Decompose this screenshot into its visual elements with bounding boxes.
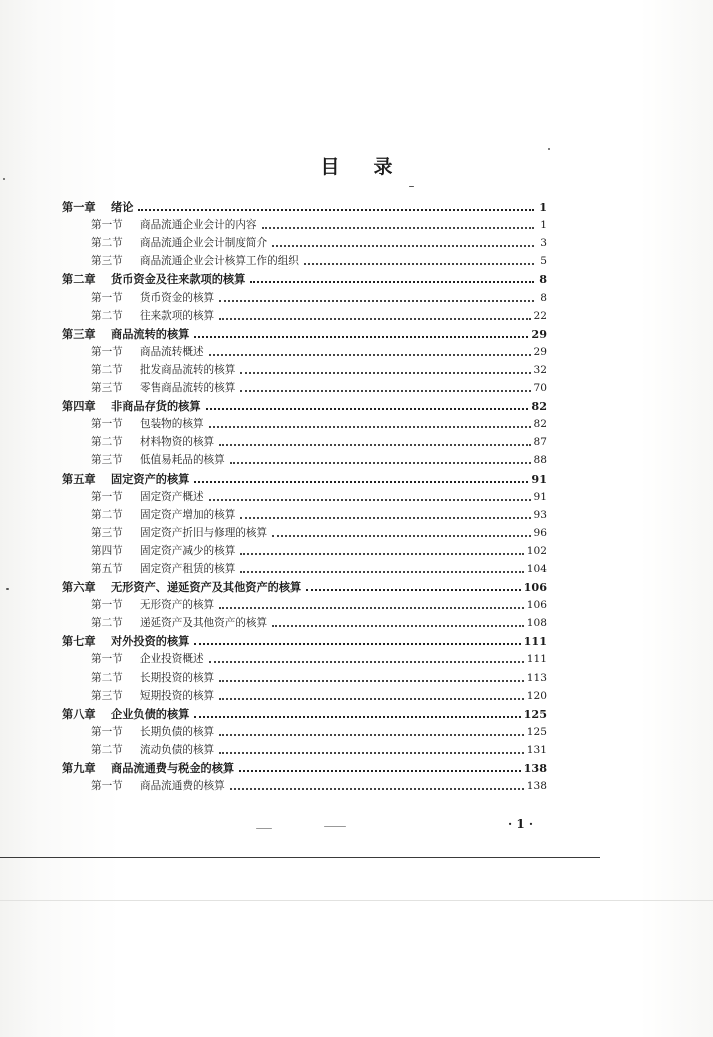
table-of-contents — [62, 196, 547, 793]
dot-leader — [219, 318, 530, 320]
section-title: 无形资产的核算 — [140, 599, 215, 612]
scan-speck — [548, 148, 550, 150]
page-edge-line — [0, 857, 600, 858]
dot-leader — [209, 499, 531, 501]
section-number: 第一节 — [91, 725, 123, 738]
dot-leader — [209, 661, 524, 663]
toc-chapter-row — [62, 467, 547, 485]
page-ref: 1 — [540, 219, 547, 232]
toc-chapter-row — [62, 630, 547, 648]
page-ref: 70 — [533, 382, 547, 395]
toc-section-row — [62, 214, 547, 232]
page-ref: 5 — [540, 255, 547, 268]
chapter-title: 固定资产的核算 — [111, 471, 190, 486]
section-number: 第二节 — [91, 508, 123, 521]
section-title: 包装物的核算 — [140, 418, 204, 431]
dot-leader — [306, 589, 520, 591]
section-number: 第三节 — [91, 689, 123, 702]
chapter-title: 货币资金及往来款项的核算 — [111, 272, 246, 287]
toc-section-row — [62, 504, 547, 522]
toc-chapter-row — [62, 703, 547, 721]
section-title: 固定资产减少的核算 — [140, 544, 236, 557]
dot-leader — [138, 209, 534, 211]
dot-leader — [240, 390, 530, 392]
page-ref: 29 — [531, 326, 547, 341]
dot-leader — [272, 535, 530, 537]
dot-leader — [240, 553, 523, 555]
page-ref: 8 — [540, 291, 547, 304]
section-number: 第二节 — [91, 363, 123, 376]
section-number: 第一节 — [91, 653, 123, 666]
section-title: 商品流通企业会计制度简介 — [140, 237, 268, 250]
toc-chapter-row — [62, 576, 547, 594]
dot-leader — [240, 517, 530, 519]
scan-speck — [409, 186, 414, 187]
section-title: 商品流通企业会计核算工作的组织 — [140, 255, 299, 268]
page-ref: 125 — [526, 725, 547, 738]
page-ref: 108 — [526, 617, 547, 630]
section-number: 第二节 — [91, 617, 123, 630]
toc-section-row — [62, 341, 547, 359]
toc-section-row — [62, 721, 547, 739]
section-title: 长期投资的核算 — [140, 671, 215, 684]
scan-speck — [3, 178, 5, 180]
dot-leader — [194, 336, 528, 338]
section-title: 固定资产概述 — [140, 490, 204, 503]
section-title: 固定资产增加的核算 — [140, 508, 236, 521]
chapter-number: 第七章 — [62, 634, 96, 649]
chapter-title: 绪论 — [111, 200, 134, 215]
dot-leader — [262, 227, 534, 229]
page-ref: 91 — [531, 471, 547, 486]
dot-leader — [209, 354, 531, 356]
toc-chapter-row — [62, 757, 547, 775]
chapter-title: 无形资产、递延资产及其他资产的核算 — [111, 580, 302, 595]
toc-chapter-row — [62, 323, 547, 341]
page-ref: 106 — [523, 580, 547, 595]
page-title — [0, 152, 713, 179]
page-ref: 113 — [526, 671, 547, 684]
page-ref: 111 — [523, 634, 547, 649]
toc-section-row — [62, 286, 547, 304]
toc-chapter-row — [62, 196, 547, 214]
chapter-title: 对外投资的核算 — [111, 634, 190, 649]
chapter-number: 第三章 — [62, 326, 96, 341]
section-title: 固定资产折旧与修理的核算 — [140, 526, 268, 539]
page-ref: 22 — [533, 309, 547, 322]
page-ref: 138 — [526, 780, 547, 793]
toc-section-row — [62, 486, 547, 504]
dot-leader — [209, 426, 531, 428]
scan-speck — [6, 588, 9, 590]
chapter-number: 第四章 — [62, 399, 96, 414]
page-ref: 106 — [526, 599, 547, 612]
section-title: 商品流通费的核算 — [140, 780, 225, 793]
toc-section-row — [62, 540, 547, 558]
section-title: 货币资金的核算 — [140, 291, 215, 304]
toc-section-row — [62, 359, 547, 377]
toc-section-row — [62, 305, 547, 323]
toc-section-row — [62, 594, 547, 612]
page-ref: 32 — [533, 363, 547, 376]
page-ref: 87 — [533, 436, 547, 449]
section-number: 第一节 — [91, 219, 123, 232]
section-title: 商品流通企业会计的内容 — [140, 219, 257, 232]
chapter-number: 第八章 — [62, 706, 96, 721]
page-ref: 93 — [533, 508, 547, 521]
page-ref: 125 — [523, 706, 547, 721]
dot-leader — [304, 263, 534, 265]
chapter-title: 商品流通费与税金的核算 — [111, 761, 235, 775]
section-number: 第四节 — [91, 544, 123, 557]
title-char-2: 录 — [373, 156, 393, 178]
chapter-number: 第一章 — [62, 200, 96, 215]
section-title: 批发商品流转的核算 — [140, 363, 236, 376]
toc-chapter-row — [62, 395, 547, 413]
chapter-title: 非商品存货的核算 — [111, 399, 201, 414]
dot-leader — [239, 770, 521, 772]
section-number: 第五节 — [91, 562, 123, 575]
toc-section-row — [62, 612, 547, 630]
dot-leader — [219, 734, 524, 736]
toc-section-row — [62, 739, 547, 757]
section-number: 第一节 — [91, 345, 123, 358]
page-ref: 82 — [533, 418, 547, 431]
toc-section-row — [62, 666, 547, 684]
section-number: 第二节 — [91, 436, 123, 449]
page-ref: 8 — [539, 272, 547, 287]
dot-leader — [272, 625, 524, 627]
page-ref: 96 — [533, 526, 547, 539]
section-title: 低值易耗品的核算 — [140, 454, 225, 467]
section-title: 零售商品流转的核算 — [140, 382, 236, 395]
dot-leader — [219, 300, 534, 302]
page-ref: 91 — [533, 490, 547, 503]
page-ref: 111 — [526, 653, 547, 666]
dot-leader — [230, 788, 524, 790]
scan-speck — [324, 826, 346, 827]
section-number: 第一节 — [91, 599, 123, 612]
dot-leader — [230, 462, 531, 464]
dot-leader — [240, 571, 523, 573]
page-number: · 1 · — [508, 817, 534, 831]
chapter-title: 商品流转的核算 — [111, 326, 190, 341]
dot-leader — [206, 408, 529, 410]
chapter-number: 第五章 — [62, 471, 96, 486]
chapter-title: 企业负债的核算 — [111, 706, 190, 721]
chapter-number: 第二章 — [62, 272, 96, 287]
section-number: 第二节 — [91, 309, 123, 322]
page-ref: 104 — [526, 562, 547, 575]
section-number: 第三节 — [91, 382, 123, 395]
section-number: 第一节 — [91, 291, 123, 304]
dot-leader — [250, 281, 534, 283]
section-number: 第二节 — [91, 743, 123, 756]
dot-leader — [272, 245, 534, 247]
page-ref: 131 — [526, 743, 547, 756]
dot-leader — [194, 716, 520, 718]
toc-section-row — [62, 685, 547, 703]
chapter-number: 第九章 — [62, 761, 96, 775]
dot-leader — [219, 444, 530, 446]
page-ref: 120 — [526, 689, 547, 702]
page-ref: 3 — [540, 237, 547, 250]
toc-section-row — [62, 377, 547, 395]
toc-section-row — [62, 431, 547, 449]
section-number: 第三节 — [91, 454, 123, 467]
toc-section-row — [62, 648, 547, 666]
section-title: 往来款项的核算 — [140, 309, 215, 322]
section-title: 长期负债的核算 — [140, 725, 215, 738]
section-title: 递延资产及其他资产的核算 — [140, 617, 268, 630]
page-ref: 102 — [526, 544, 547, 557]
toc-section-row — [62, 775, 547, 793]
section-title: 短期投资的核算 — [140, 689, 215, 702]
page-ref: 29 — [533, 345, 547, 358]
toc-chapter-row — [62, 268, 547, 286]
section-title: 固定资产租赁的核算 — [140, 562, 236, 575]
page-ref: 138 — [523, 761, 547, 775]
title-char-1: 目 — [320, 156, 340, 178]
dot-leader — [219, 607, 524, 609]
toc-section-row — [62, 232, 547, 250]
dot-leader — [194, 643, 520, 645]
toc-section-row — [62, 449, 547, 467]
section-title: 流动负债的核算 — [140, 743, 215, 756]
page-ref: 88 — [533, 454, 547, 467]
section-number: 第三节 — [91, 255, 123, 268]
chapter-number: 第六章 — [62, 580, 96, 595]
section-number: 第三节 — [91, 526, 123, 539]
scan-edge-line — [0, 900, 713, 901]
dot-leader — [219, 698, 524, 700]
toc-section-row — [62, 413, 547, 431]
section-title: 材料物资的核算 — [140, 436, 215, 449]
section-number: 第二节 — [91, 671, 123, 684]
section-title: 企业投资概述 — [140, 653, 204, 666]
dot-leader — [194, 481, 528, 483]
dot-leader — [240, 372, 530, 374]
dot-leader — [219, 680, 524, 682]
section-number: 第二节 — [91, 237, 123, 250]
scan-speck — [256, 828, 272, 829]
section-number: 第一节 — [91, 780, 123, 793]
page-ref: 82 — [531, 399, 547, 414]
section-number: 第一节 — [91, 490, 123, 503]
toc-section-row — [62, 558, 547, 576]
section-title: 商品流转概述 — [140, 345, 204, 358]
section-number: 第一节 — [91, 418, 123, 431]
toc-section-row — [62, 250, 547, 268]
dot-leader — [219, 752, 524, 754]
toc-section-row — [62, 522, 547, 540]
page-ref: 1 — [539, 200, 547, 215]
